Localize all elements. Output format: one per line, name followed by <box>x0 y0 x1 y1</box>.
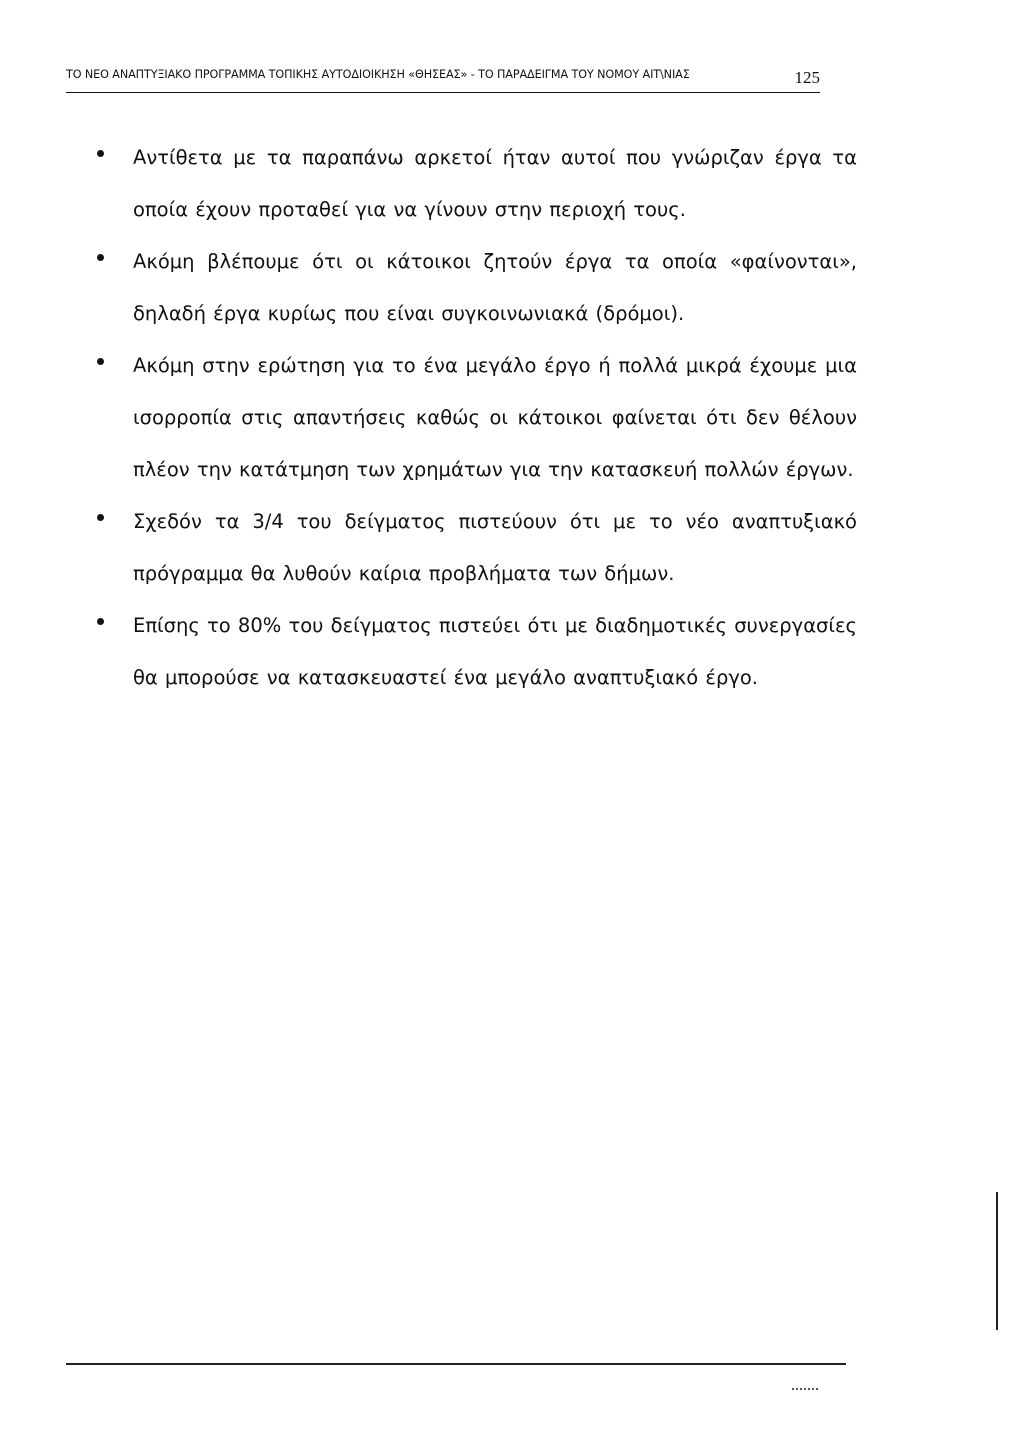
bullet-dot-icon <box>97 254 104 261</box>
bullet-dot-icon <box>97 358 104 365</box>
bullet-list <box>97 132 857 704</box>
margin-rule <box>996 1192 998 1330</box>
footer-dots <box>792 1388 818 1390</box>
footer-rule <box>66 1363 846 1365</box>
bullet-item-4 <box>97 496 857 600</box>
bullet-item-2 <box>97 236 857 340</box>
bullet-text: Ακόμη στην ερώτηση για το ένα μεγάλο έργο ή πολλά μικρά έχουμε μια ισορροπία στις απαντήσεις καθώς οι κάτοικοι φαίνεται ότι δεν θέλουν πλέον την κατάτμηση των χρημάτων για την κατασκευή πολλών έργων. <box>133 354 857 481</box>
page-number: 125 <box>794 68 820 87</box>
bullet-text: Επίσης το 80% του δείγματος πιστεύει ότι με διαδημοτικές συνεργασίες θα μπορούσε να κατασκευαστεί ένα μεγάλο αναπτυξιακό έργο. <box>133 614 857 689</box>
bullet-item-3 <box>97 340 857 496</box>
bullet-item-1 <box>97 132 857 236</box>
header-title: ΤΟ ΝΕΟ ΑΝΑΠΤΥΞΙΑΚΟ ΠΡΟΓΡΑΜΜΑ ΤΟΠΙΚΗΣ ΑΥΤΟΔΙΟΙΚΗΣΗ «ΘΗΣΕΑΣ» - ΤΟ ΠΑΡΑΔΕΙΓΜΑ ΤΟΥ ΝΟΜΟΥ ΑΙΤ\ΝΙΑΣ <box>66 68 690 81</box>
bullet-dot-icon <box>97 150 104 157</box>
bullet-item-5 <box>97 600 857 704</box>
bullet-text: Ακόμη βλέπουμε ότι οι κάτοικοι ζητούν έργα τα οποία «φαίνονται», δηλαδή έργα κυρίως που είναι συγκοινωνιακά (δρόμοι). <box>133 250 857 325</box>
bullet-dot-icon <box>97 514 104 521</box>
bullet-text: Σχεδόν τα 3/4 του δείγματος πιστεύουν ότι με το νέο αναπτυξιακό πρόγραμμα θα λυθούν καίρια προβλήματα των δήμων. <box>133 510 857 585</box>
bullet-text: Αντίθετα με τα παραπάνω αρκετοί ήταν αυτοί που γνώριζαν έργα τα οποία έχουν προταθεί για να γίνουν στην περιοχή τους. <box>133 146 857 221</box>
bullet-dot-icon <box>97 618 104 625</box>
running-header <box>66 64 820 93</box>
